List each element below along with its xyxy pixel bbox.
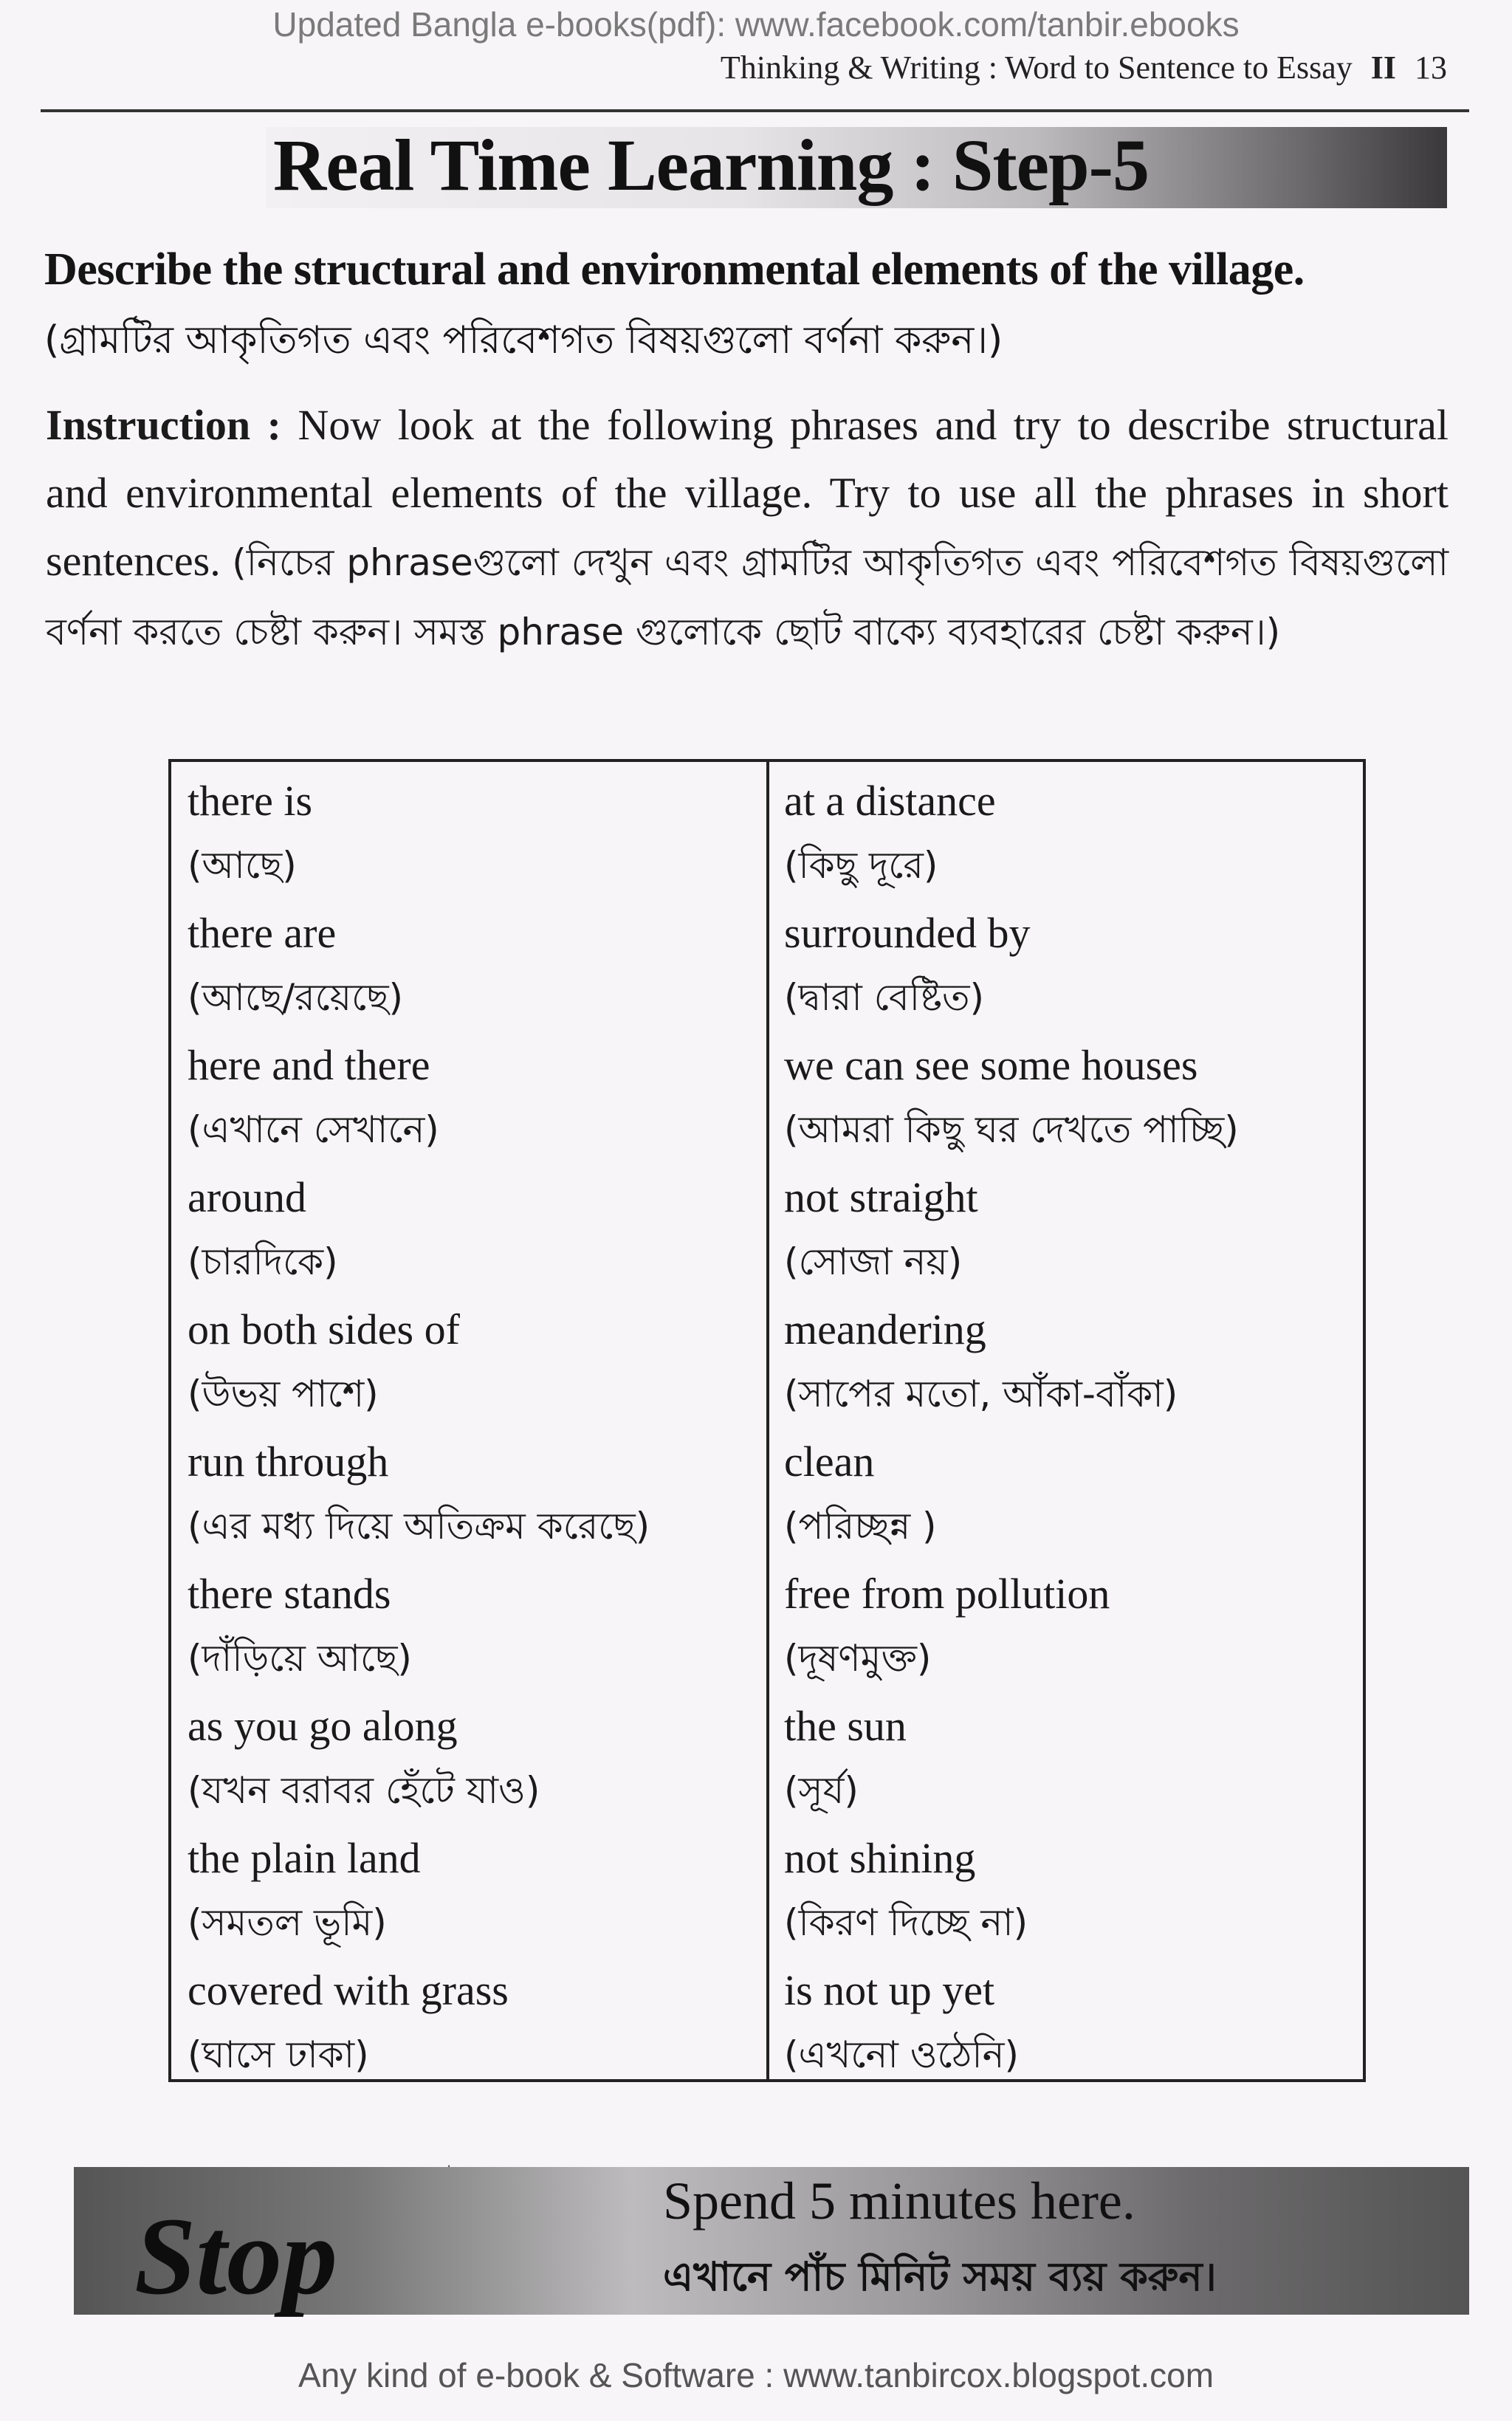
phrase-en: is not up yet	[784, 1966, 995, 2014]
instruction	[46, 391, 1449, 666]
phrase-item	[188, 1034, 766, 1166]
running-head-separator: II	[1370, 49, 1396, 86]
phrase-en: there is	[188, 777, 313, 825]
phrase-en: not shining	[784, 1834, 976, 1882]
phrase-bn: (সাপের মতো, আঁকা-বাঁকা)	[784, 1373, 1178, 1415]
phrase-bn: (উভয় পাশে)	[188, 1373, 379, 1415]
instruction-lead: Instruction :	[46, 401, 281, 449]
running-head-text: Thinking & Writing : Word to Sentence to Essay	[720, 49, 1353, 86]
phrase-bn: (এখনো ওঠেনি)	[784, 2033, 1019, 2076]
question-en: Describe the structural and environmental elements of the village.	[44, 244, 1305, 295]
phrase-item	[784, 1034, 1363, 1166]
phrase-item	[188, 1694, 766, 1827]
phrase-item	[188, 902, 766, 1034]
phrase-item	[188, 769, 766, 902]
instruction-bn: (নিচের phraseগুলো দেখুন এবং গ্রামটির আকৃতিগত এবং পরিবেশগত বিষয়গুলো বর্ণনা করতে চেষ্টা করুন। সমস্ত phrase গুলোকে ছোট বাক্যে ব্যবহারের চেষ্টা করুন।)	[46, 541, 1449, 653]
phrase-bn: (দূষণমুক্ত)	[784, 1637, 932, 1680]
phrase-bn: (দাঁড়িয়ে আছে)	[188, 1637, 412, 1680]
phrase-item	[784, 1430, 1363, 1562]
question-bn: (গ্রামটির আকৃতিগত এবং পরিবেশগত বিষয়গুলো বর্ণনা করুন।)	[44, 318, 1003, 363]
phrase-bn: (এর মধ্য দিয়ে অতিক্রম করেছে)	[188, 1505, 650, 1548]
phrase-bn: (ঘাসে ঢাকা)	[188, 2033, 369, 2076]
phrase-bn: (আমরা কিছু ঘর দেখতে পাচ্ছি)	[784, 1108, 1239, 1151]
phrase-item	[784, 902, 1363, 1034]
step-title: Real Time Learning : Step-5	[273, 124, 1149, 206]
phrase-en: there are	[188, 909, 337, 957]
phrase-bn: (সূর্য)	[784, 1769, 859, 1812]
phrase-item	[784, 1827, 1363, 1959]
phrase-en: not straight	[784, 1173, 978, 1221]
phrase-en: free from pollution	[784, 1570, 1110, 1618]
phrase-en: on both sides of	[188, 1305, 460, 1353]
phrase-item	[188, 1562, 766, 1694]
phrase-item	[188, 1298, 766, 1430]
phrase-bn: (কিছু দূরে)	[784, 844, 938, 887]
phrase-en: clean	[784, 1438, 875, 1486]
phrase-table	[168, 759, 1366, 2082]
spend-time-en: Spend 5 minutes here.	[663, 2171, 1135, 2231]
header-rule	[41, 109, 1469, 112]
phrase-en: covered with grass	[188, 1966, 509, 2014]
phrase-en: run through	[188, 1438, 389, 1486]
phrase-en: the sun	[784, 1702, 907, 1750]
phrase-en: the plain land	[188, 1834, 421, 1882]
phrase-item	[784, 769, 1363, 902]
phrase-bn: (পরিচ্ছন্ন )	[784, 1505, 937, 1548]
phrase-bn: (দ্বারা বেষ্টিত)	[784, 976, 985, 1019]
stop-label: Stop	[134, 2195, 338, 2318]
phrase-bn: (আছে/রয়েছে)	[188, 976, 404, 1019]
page-number: 13	[1415, 49, 1447, 86]
phrase-item	[784, 1959, 1363, 2091]
phrase-en: at a distance	[784, 777, 996, 825]
phrase-en: there stands	[188, 1570, 391, 1618]
phrase-column-left	[171, 762, 769, 2079]
watermark-top: Updated Bangla e-books(pdf): www.facebook.com/tanbir.ebooks	[272, 5, 1240, 44]
phrase-en: we can see some houses	[784, 1041, 1198, 1089]
phrase-item	[784, 1166, 1363, 1298]
phrase-item	[188, 1959, 766, 2091]
phrase-en: here and there	[188, 1041, 430, 1089]
phrase-bn: (সোজা নয়)	[784, 1240, 963, 1283]
phrase-item	[188, 1827, 766, 1959]
running-head	[0, 49, 1447, 86]
phrase-item	[784, 1298, 1363, 1430]
phrase-bn: (সমতল ভূমি)	[188, 1901, 387, 1944]
phrase-bn: (যখন বরাবর হেঁটে যাও)	[188, 1769, 540, 1812]
spend-time-bn: এখানে পাঁচ মিনিট সময় ব্যয় করুন।	[663, 2253, 1217, 2300]
phrase-bn: (এখানে সেখানে)	[188, 1108, 439, 1151]
phrase-item	[784, 1694, 1363, 1827]
phrase-bn: (আছে)	[188, 844, 297, 887]
phrase-item	[188, 1430, 766, 1562]
phrase-item	[188, 1166, 766, 1298]
phrase-en: around	[188, 1173, 307, 1221]
instruction-en: Now look at the following phrases and try to describe structural and environmental elements of the village. Try to use all the phrases in short sentences.	[46, 401, 1449, 585]
watermark-bottom: Any kind of e-book & Software : www.tanbircox.blogspot.com	[298, 2356, 1214, 2394]
phrase-bn: (চারদিকে)	[188, 1240, 338, 1283]
phrase-en: as you go along	[188, 1702, 458, 1750]
phrase-en: meandering	[784, 1305, 986, 1353]
phrase-item	[784, 1562, 1363, 1694]
phrase-column-right	[769, 762, 1363, 2079]
phrase-en: surrounded by	[784, 909, 1031, 957]
phrase-bn: (কিরণ দিচ্ছে না)	[784, 1901, 1028, 1944]
